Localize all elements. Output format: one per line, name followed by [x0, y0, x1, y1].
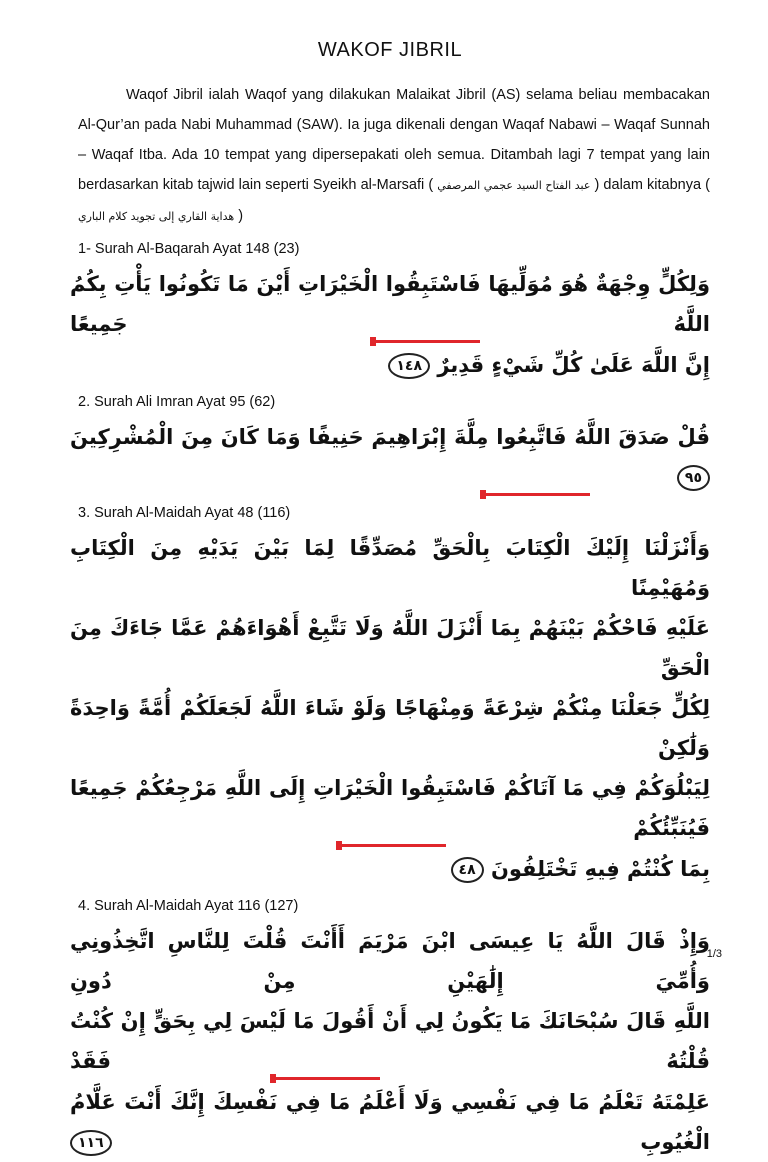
ayah-line: وَأَنْزَلْنَا إِلَيْكَ الْكِتَابَ بِالْحَقِّ مُصَدِّقًا لِمَا بَيْنَ يَدَيْهِ مِنَ الْكِتَابِ وَمُهَيْمِنًا	[70, 536, 710, 600]
section-maidah-48	[70, 502, 710, 889]
intro-text-2: ) dalam kitabnya (	[594, 177, 710, 193]
section-heading: 4. Surah Al-Maidah Ayat 116 (127)	[78, 898, 299, 914]
waqf-marker-underline	[270, 1077, 380, 1080]
waqf-marker-underline	[370, 340, 480, 343]
ayah-line: وَإِذْ قَالَ اللَّهُ يَا عِيسَى ابْنَ مَرْيَمَ أَأَنْتَ قُلْتَ لِلنَّاسِ اتَّخِذُونِي وَأُمِّيَ إِلَٰهَيْنِ مِنْ دُونِ	[70, 929, 710, 993]
ayah-number-marker: ١٤٨	[388, 353, 430, 379]
page-number: 1/3	[706, 948, 722, 960]
section-heading: 1- Surah Al-Baqarah Ayat 148 (23)	[78, 241, 300, 257]
intro-text-1: Waqof Jibril ialah Waqof yang dilakukan Malaikat Jibril (AS) selama beliau membacakan Al-Qur’an pada Nabi Muhammad (SAW). Ia juga dikenali dengan Waqaf Nabawi – Waqaf Sunnah – Waqaf Itba. Ada 10 tempat yang dipersepakati oleh semua. Ditambah lagi 7 tempat yang lain berdasarkan kitab tajwid lain seperti Syeikh al-Marsafi (	[78, 87, 710, 193]
ayah-line: لِيَبْلُوَكُمْ فِي مَا آتَاكُمْ فَاسْتَبِقُوا الْخَيْرَاتِ إِلَى اللَّهِ مَرْجِعُكُمْ جَمِيعًا فَيُنَبِّئُكُمْ	[70, 776, 710, 840]
ayah-number-marker: ٤٨	[451, 857, 484, 883]
section-heading: 3. Surah Al-Maidah Ayat 48 (116)	[78, 505, 291, 521]
ayah-number-marker: ١١٦	[70, 1130, 112, 1156]
ayah-line: اللَّهِ قَالَ سُبْحَانَكَ مَا يَكُونُ لِي أَنْ أَقُولَ مَا لَيْسَ لِي بِحَقٍّ إِنْ كُنْتُ قُلْتُهُ فَقَدْ	[70, 1009, 710, 1073]
section-heading: 2. Surah Ali Imran Ayat 95 (62)	[78, 394, 276, 410]
ayah-line: عَلَيْهِ فَاحْكُمْ بَيْنَهُمْ بِمَا أَنْزَلَ اللَّهُ وَلَا تَتَّبِعْ أَهْوَاءَهُمْ عَمَّا جَاءَكَ مِنَ الْحَقِّ	[70, 616, 710, 680]
ayah-line: لِكُلٍّ جَعَلْنَا مِنْكُمْ شِرْعَةً وَمِنْهَاجًا وَلَوْ شَاءَ اللَّهُ لَجَعَلَكُمْ أُمَّةً وَاحِدَةً وَلَٰكِنْ	[70, 696, 710, 760]
ayah-line: إِنَّ اللَّهَ عَلَىٰ كُلِّ شَيْءٍ قَدِيرٌ ١٤٨	[70, 345, 710, 385]
intro-paragraph	[70, 80, 710, 232]
book-arabic: هداية القاري إلى تجويد كلام الباري	[78, 210, 235, 223]
document-page	[70, 38, 710, 1162]
ayah-line: عَلِمْتَهُ تَعْلَمُ مَا فِي نَفْسِي وَلَا أَعْلَمُ مَا فِي نَفْسِكَ إِنَّكَ أَنْتَ عَلَّامُ الْغُيُوبِ ١١٦	[70, 1090, 710, 1154]
ayah-number-marker: ٩٥	[677, 465, 710, 491]
ayah-line: بِمَا كُنْتُمْ فِيهِ تَخْتَلِفُونَ ٤٨	[70, 849, 710, 889]
section-maidah-116	[70, 895, 710, 1162]
author-arabic: عبد الفتاح السيد عجمي المرصفي	[437, 179, 591, 192]
intro-text-3: )	[238, 208, 244, 224]
waqf-marker-underline	[336, 844, 446, 847]
ayah-line: وَلِكُلٍّ وِجْهَةٌ هُوَ مُوَلِّيهَا فَاسْتَبِقُوا الْخَيْرَاتِ أَيْنَ مَا تَكُونُوا يَأْتِ بِكُمُ اللَّهُ جَمِيعًا	[70, 272, 710, 336]
ayah-line: قُلْ صَدَقَ اللَّهُ فَاتَّبِعُوا مِلَّةَ إِبْرَاهِيمَ حَنِيفًا وَمَا كَانَ مِنَ الْمُشْرِكِينَ ٩٥	[70, 417, 710, 497]
page-title: WAKOF JIBRIL	[317, 39, 463, 61]
section-ali-imran-95	[70, 391, 710, 496]
waqf-marker-underline	[480, 493, 590, 496]
section-baqarah-148	[70, 238, 710, 385]
